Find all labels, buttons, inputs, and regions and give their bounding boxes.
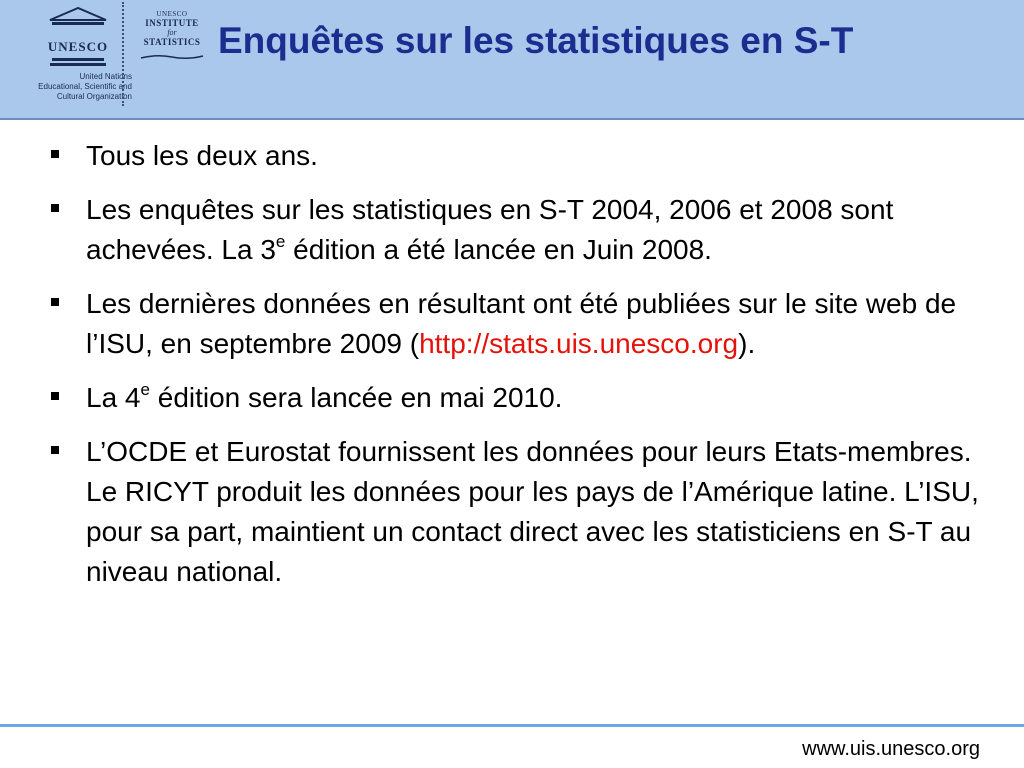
bullet-text: Les enquêtes sur les statistiques en S-T 2004, 2006 et 2008 sont achevées. La 3 — [86, 194, 894, 265]
bullet-text: ). — [738, 328, 756, 359]
superscript: e — [275, 232, 286, 251]
isu-logo-top: UNESCO — [156, 10, 188, 18]
bullet-text: La 4 — [86, 382, 141, 413]
isu-logo-institute: INSTITUTE — [145, 18, 199, 28]
isu-logo — [138, 10, 206, 62]
unesco-temple-icon — [48, 6, 108, 70]
bullet-text: Tous les deux ans. — [86, 140, 318, 171]
unesco-org-name — [20, 72, 132, 102]
unesco-logo-word: UNESCO — [48, 39, 108, 54]
isu-logo-statistics: STATISTICS — [143, 37, 201, 47]
bullet-item — [48, 432, 988, 592]
superscript: e — [140, 380, 150, 399]
unesco-logo — [20, 6, 132, 106]
slide-header — [0, 0, 1024, 120]
bullet-item — [48, 378, 988, 418]
bullet-text: édition sera lancée en mai 2010. — [149, 382, 563, 413]
bullet-text: édition a été lancée en Juin 2008. — [285, 234, 712, 265]
page-title: Enquêtes sur les statistiques en S-T — [218, 20, 854, 61]
stats-link[interactable]: http://stats.uis.unesco.org — [419, 328, 739, 359]
isu-logo-for: for — [167, 28, 177, 37]
footer-divider — [0, 724, 1024, 727]
bullet-list — [48, 136, 988, 606]
org-name-line: United Nations — [79, 72, 132, 81]
bullet-item — [48, 190, 988, 270]
bullet-item — [48, 136, 988, 176]
org-name-line: Cultural Organization — [56, 92, 132, 101]
isu-wave-icon — [139, 54, 205, 60]
bullet-text: Les dernières données en résultant ont été publiées sur le site web de l’ISU, en septembre 2009 ( — [86, 288, 957, 359]
footer-url: www.uis.unesco.org — [802, 738, 980, 760]
org-name-line: Educational, Scientific and — [38, 82, 132, 91]
bullet-item — [48, 284, 988, 364]
logo-divider — [122, 2, 128, 106]
bullet-text: L’OCDE et Eurostat fournissent les données pour leurs Etats-membres. Le RICYT produit les données pour les pays de l’Amérique latine. L’ISU, pour sa part, maintient un contact direct avec les statisticiens en S-T au niveau national. — [86, 436, 979, 587]
